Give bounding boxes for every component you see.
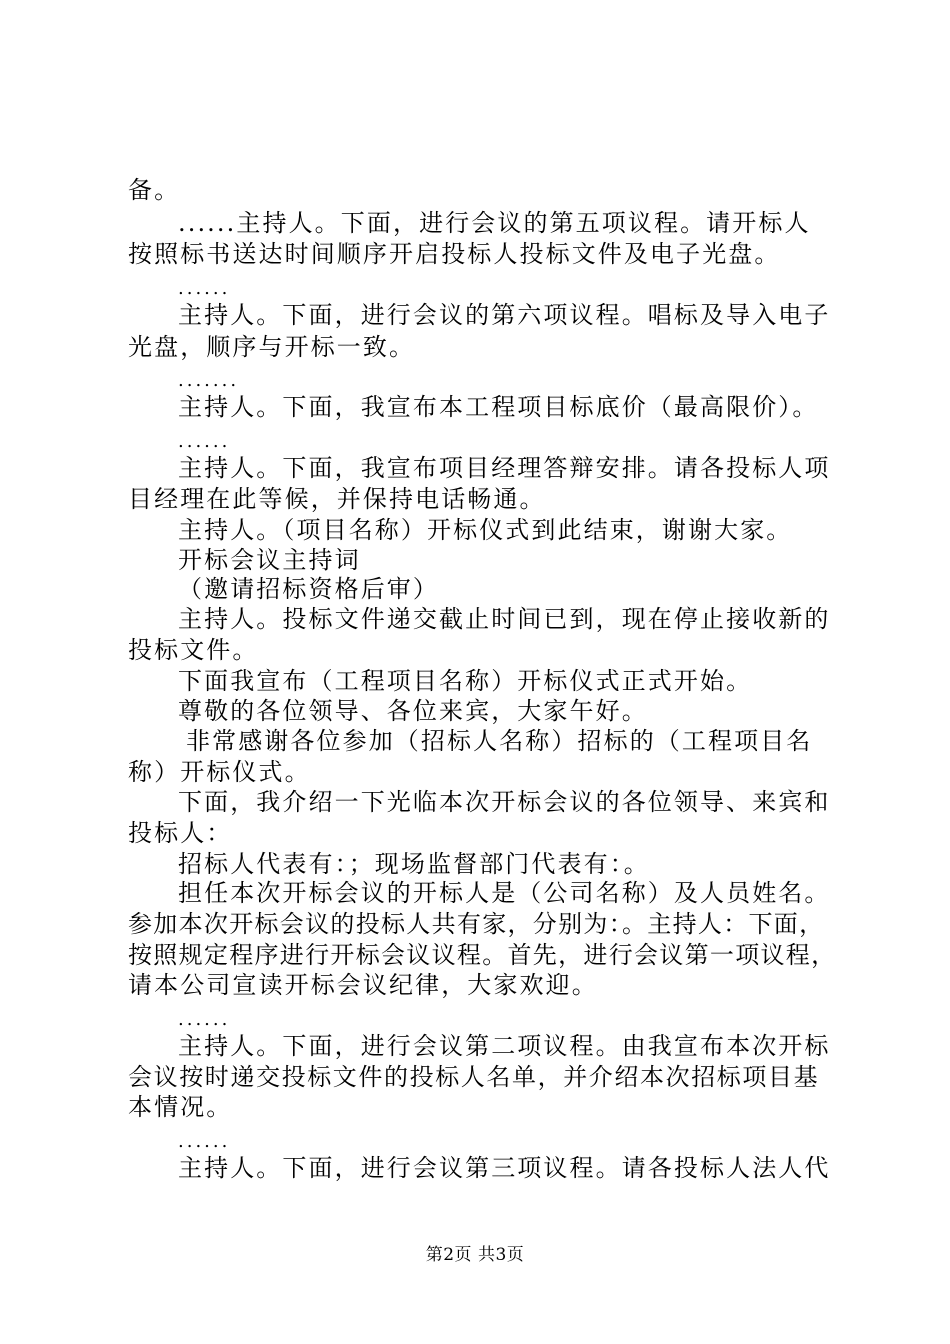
text-line: 本情况。 xyxy=(128,1093,233,1121)
text-line: 投标文件。 xyxy=(128,636,259,664)
ellipsis-line: ...... xyxy=(178,1009,231,1030)
ellipsis-line: ...... xyxy=(178,278,231,299)
text-line: 参加本次开标会议的投标人共有家，分别为：。主持人：下面， xyxy=(128,910,825,938)
text-line: 主持人。下面，进行会议第三项议程。请各投标人法人代 xyxy=(178,1154,831,1182)
text-line: 按照标书送达时间顺序开启投标人投标文件及电子光盘。 xyxy=(128,240,781,268)
text-line: 主持人。下面，进行会议的第六项议程。唱标及导入电子 xyxy=(178,301,831,329)
text-line: 会议按时递交投标文件的投标人名单，并介绍本次招标项目基 xyxy=(128,1063,820,1091)
section-subheading: （邀请招标资格后审） xyxy=(178,575,439,603)
text-line: 备。 xyxy=(128,176,181,204)
text-line: 主持人。投标文件递交截止时间已到，现在停止接收新的 xyxy=(178,605,831,633)
ellipsis-line: ....... xyxy=(178,370,240,391)
ellipsis-line: ...... xyxy=(178,1131,231,1152)
text-line: ......主持人。下面，进行会议的第五项议程。请开标人 xyxy=(178,209,811,237)
text-line: 主持人。下面，我宣布本工程项目标底价（最高限价）。 xyxy=(178,393,819,421)
text-line: 目经理在此等候，并保持电话畅通。 xyxy=(128,485,546,513)
text-line: 投标人： xyxy=(128,819,233,847)
text-line: 尊敬的各位领导、各位来宾，大家午好。 xyxy=(178,697,648,725)
ellipsis-line: ...... xyxy=(178,431,231,452)
text-line: 按照规定程序进行开标会议议程。首先，进行会议第一项议程， xyxy=(128,941,837,969)
text-line: 担任本次开标会议的开标人是（公司名称）及人员姓名。 xyxy=(178,879,831,907)
text-line: 非常感谢各位参加（招标人名称）招标的（工程项目名 xyxy=(186,727,813,755)
text-line: 光盘，顺序与开标一致。 xyxy=(128,333,416,361)
text-line: 主持人。下面，我宣布项目经理答辩安排。请各投标人项 xyxy=(178,454,831,482)
text-line: 称）开标仪式。 xyxy=(128,758,311,786)
text-line: 请本公司宣读开标会议纪律，大家欢迎。 xyxy=(128,971,598,999)
page-number-footer: 第2页 共3页 xyxy=(425,1245,525,1265)
section-heading: 开标会议主持词 xyxy=(178,546,361,574)
text-line: 招标人代表有：；现场监督部门代表有：。 xyxy=(178,850,650,878)
text-line: 主持人。（项目名称）开标仪式到此结束，谢谢大家。 xyxy=(178,516,793,544)
text-line: 主持人。下面，进行会议第二项议程。由我宣布本次开标 xyxy=(178,1032,831,1060)
text-line: 下面，我介绍一下光临本次开标会议的各位领导、来宾和 xyxy=(178,788,831,816)
text-line: 下面我宣布（工程项目名称）开标仪式正式开始。 xyxy=(178,667,753,695)
